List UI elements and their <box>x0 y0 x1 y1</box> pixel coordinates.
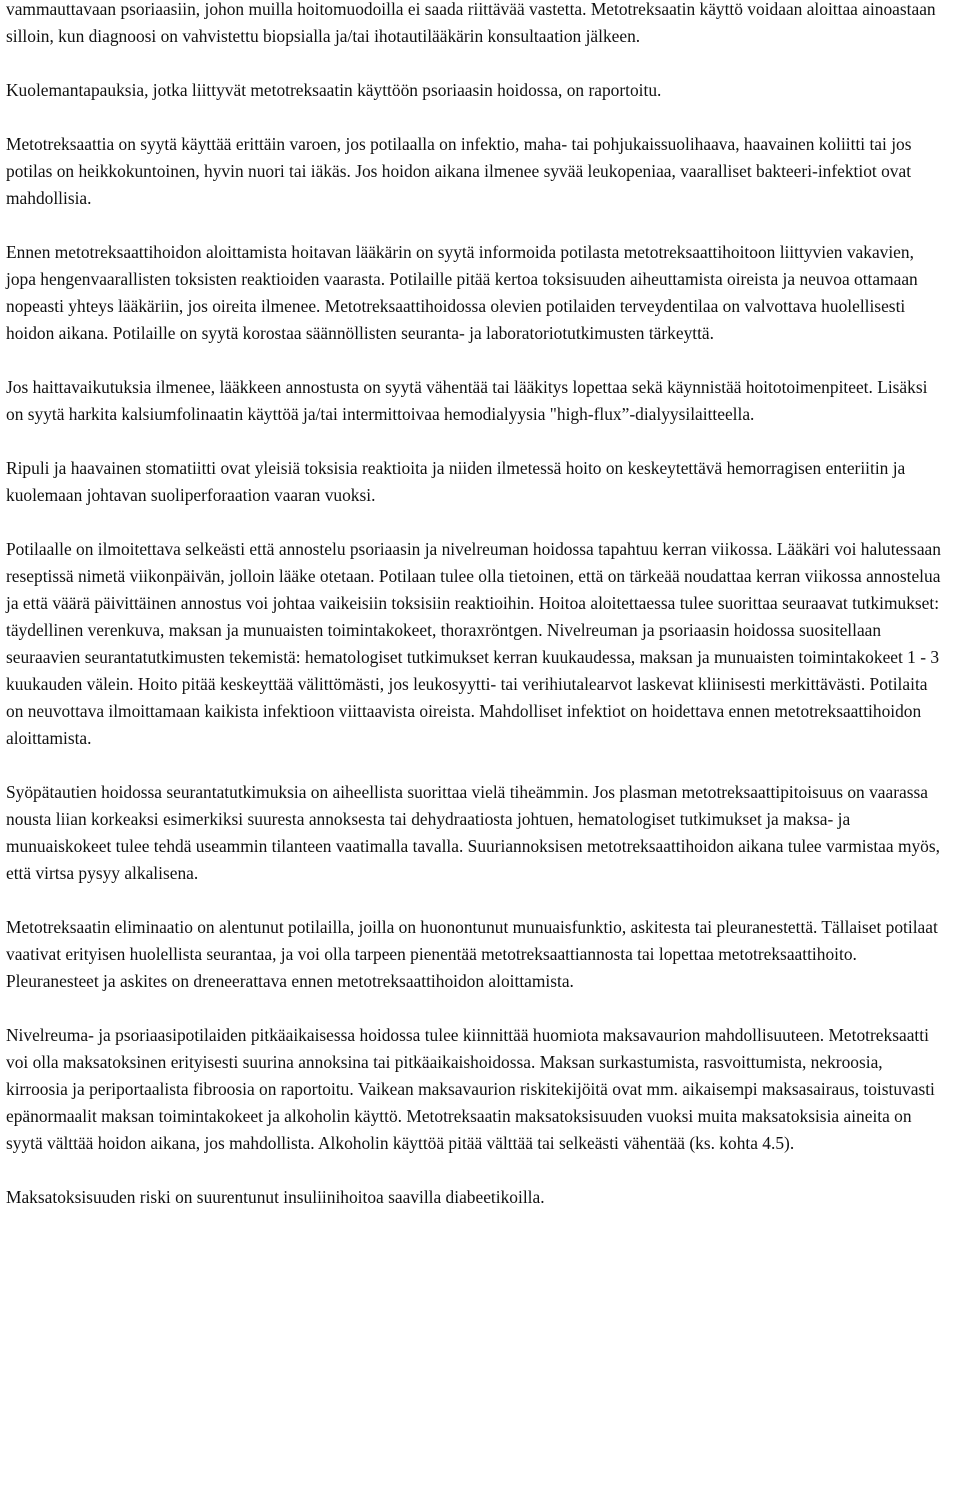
paragraph-caution-infection: Metotreksaattia on syytä käyttää erittäin varoen, jos potilaalla on infektio, maha- tai pohjukaissuolihaava, haavainen koliitti tai jos potilas on heikkokuntoinen, hyvin nuori tai iäkäs. Jos hoidon aikana ilmenee syvää leukopeniaa, vaaralliset bakteeri-infektiot ovat mahdollisia. <box>6 134 912 208</box>
paragraph-liver-damage: Nivelreuma- ja psoriaasipotilaiden pitkäaikaisessa hoidossa tulee kiinnittää huomiota maksavaurion mahdollisuuteen. Metotreksaatti voi olla maksatoksinen erityisesti suurina annoksina tai pitkäaikaishoidossa. Maksan surkastumista, rasvoittumista, nekroosia, kirroosia ja periportaalista fibroosia on raportoitu. Vaikean maksavaurion riskitekijöitä ovat mm. aikaisempi maksasairaus, toistuvasti epänormaalit maksan toimintakokeet ja alkoholin käyttö. Metotreksaatin maksatoksisuuden vuoksi muita maksatoksisia aineita on syytä välttää hoidon aikana, jos mahdollista. Alkoholin käyttöä pitää välttää tai selkeästi vähentää (ks. kohta 4.5). <box>6 1025 935 1153</box>
paragraph-patient-information: Ennen metotreksaattihoidon aloittamista hoitavan lääkärin on syytä informoida potilasta metotreksaattihoitoon liittyvien vakavien, jopa hengenvaarallisten toksisten reaktioiden vaarasta. Potilaille pitää kertoa toksisuuden aiheuttamista oireista ja neuvoa ottamaan nopeasti yhteys lääkäriin, jos oireita ilmenee. Metotreksaattihoidossa olevien potilaiden terveydentilaa on valvottava huolellisesti hoidon aikana. Potilaille on syytä korostaa säännöllisten seuranta- ja laboratoriotutkimusten tärkeyttä. <box>6 242 918 343</box>
paragraph-elimination: Metotreksaatin eliminaatio on alentunut potilailla, joilla on huonontunut munuaisfunktio, askitesta tai pleuranestettä. Tällaiset potilaat vaativat erityisen huolellista seurantaa, ja voi olla tarpeen pienentää metotreksaattiannosta tai lopettaa metotreksaattihoito. Pleuranesteet ja askites on dreneerattava ennen metotreksaattihoidon aloittamista. <box>6 917 938 991</box>
paragraph-diarrhea-stomatitis: Ripuli ja haavainen stomatiitti ovat yleisiä toksisia reaktioita ja niiden ilmetessä hoito on keskeytettävä hemorragisen enteriitin ja kuolemaan johtavan suoliperforaation vaaran vuoksi. <box>6 458 906 505</box>
paragraph-weekly-dosing: Potilaalle on ilmoitettava selkeästi että annostelu psoriaasin ja nivelreuman hoidossa tapahtuu kerran viikossa. Lääkäri voi halutessaan reseptissä nimetä viikonpäivän, jolloin lääke otetaan. Potilaan tulee olla tietoinen, että on tärkeää noudattaa kerran viikossa annostelua ja että väärä päivittäinen annostus voi johtaa vaikeisiin toksisiin reaktioihin. Hoitoa aloitettaessa tulee suorittaa seuraavat tutkimukset: täydellinen verenkuva, maksan ja munuaisten toimintakokeet, thoraxröntgen. Nivelreuman ja psoriaasin hoidossa suositellaan seuraavien seurantatutkimusten tekemistä: hematologiset tutkimukset kerran kuukaudessa, maksan ja munuaisten toimintakokeet 1 - 3 kuukauden välein. Hoito pitää keskeyttää välittömästi, jos leukosyytti- tai verihiutalearvot laskevat kliinisesti merkittävästi. Potilaita on neuvottava ilmoittamaan kaikista infektioon viittaavista oireista. Mahdolliset infektiot on hoidettava ennen metotreksaattihoidon aloittamista. <box>6 539 941 748</box>
paragraph-fatalities: Kuolemantapauksia, jotka liittyvät metotreksaatin käyttöön psoriaasin hoidossa, on raportoitu. <box>6 80 662 100</box>
paragraph-adverse-effects: Jos haittavaikutuksia ilmenee, lääkkeen annostusta on syytä vähentää tai lääkitys lopettaa sekä käynnistää hoitotoimenpiteet. Lisäksi on syytä harkita kalsiumfolinaatin käyttöä ja/tai intermittoivaa hemodialyysia "high-flux”-dialyysilaitteella. <box>6 377 928 424</box>
paragraph-diabetics-risk: Maksatoksisuuden riski on suurentunut insuliinihoitoa saavilla diabeetikoilla. <box>6 1187 545 1207</box>
paragraph-oncology-monitoring: Syöpätautien hoidossa seurantatutkimuksia on aiheellista suorittaa vielä tiheämmin. Jos plasman metotreksaattipitoisuus on vaarassa nousta liian korkeaksi esimerkiksi suuresta annoksesta tai dehydraatiosta johtuen, hematologiset tutkimukset ja maksa- ja munuaiskokeet tulee tehdä useammin tilanteen vaatimalla tavalla. Suuriannoksisen metotreksaattihoidon aikana tulee varmistaa myös, että virtsa pysyy alkalisena. <box>6 782 940 883</box>
paragraph-indication-continuation: vammauttavaan psoriaasiin, johon muilla hoitomuodoilla ei saada riittävää vastetta. Metotreksaatin käyttö voidaan aloittaa ainoastaan silloin, kun diagnoosi on vahvistettu biopsialla ja/tai ihotautilääkärin konsultaation jälkeen. <box>6 0 936 46</box>
